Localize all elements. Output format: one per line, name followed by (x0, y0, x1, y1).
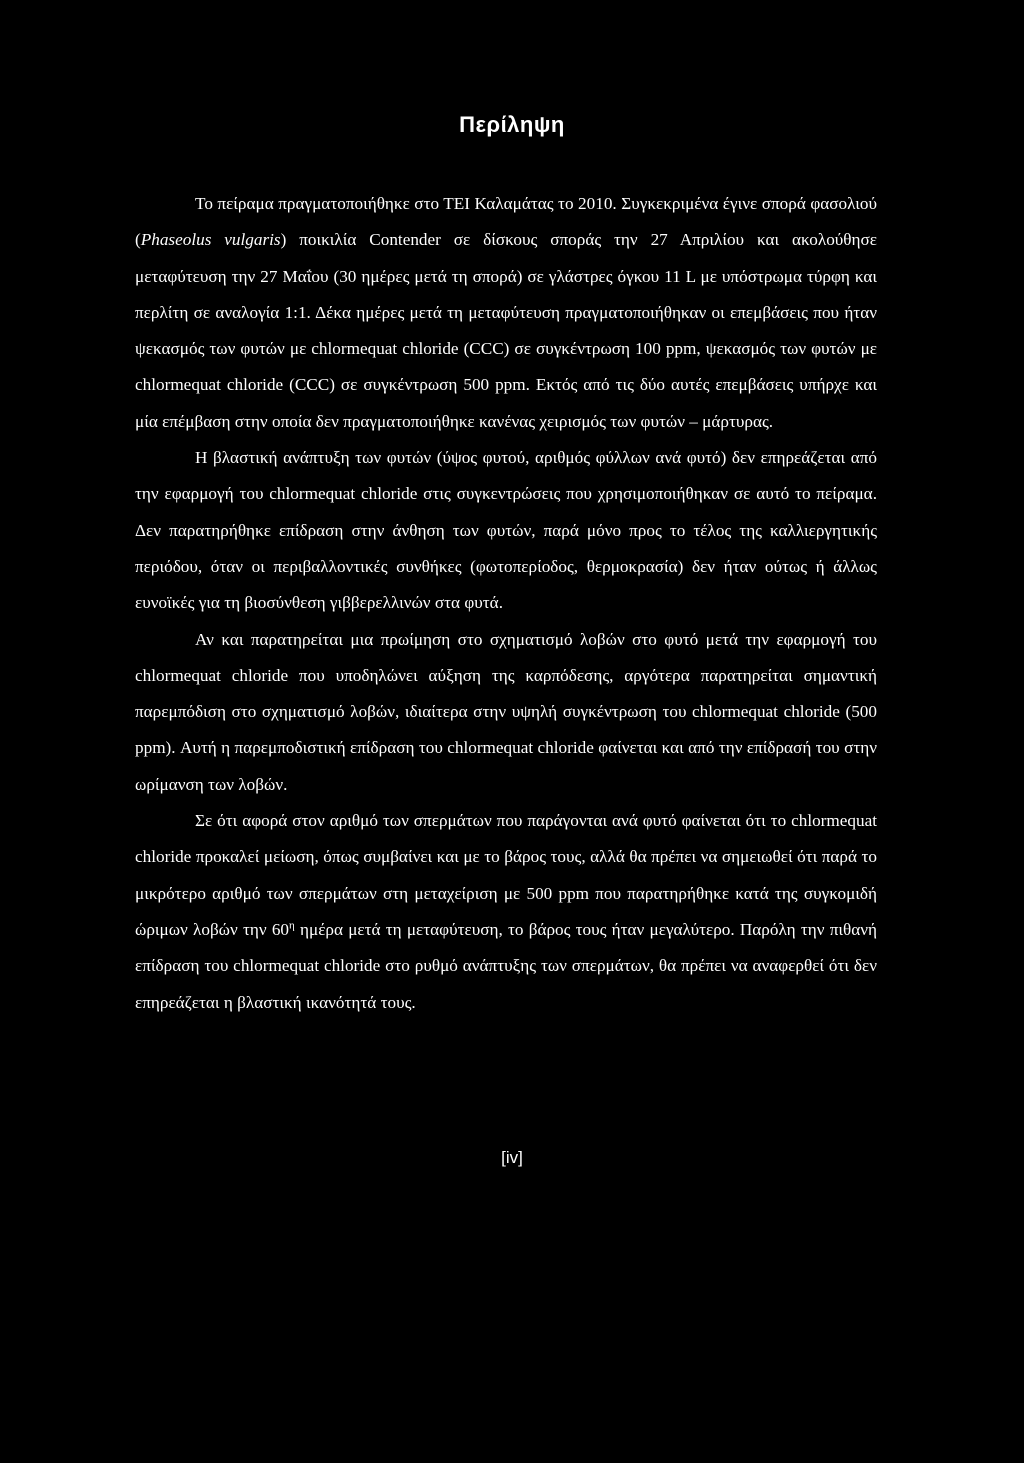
paragraph-1-text-b: ) ποικιλία Contender σε δίσκους σποράς την 27 Απριλίου και ακολούθησε μεταφύτευση την 27 Μαΐου (30 ημέρες μετά τη σπορά) σε γλάστρες όγκου 11 L με υπόστρωμα τύρφη και περλίτη σε αναλογία 1:1. Δέκα ημέρες μετά τη μεταφύτευση πραγματοποιήθηκαν οι επεμβάσεις που ήταν ψεκασμός των φυτών με chlormequat chloride (CCC) σε συγκέντρωση 100 ppm, ψεκασμός των φυτών με chlormequat chloride (CCC) σε συγκέντρωση 500 ppm. Εκτός από τις δύο αυτές επεμβάσεις υπήρχε και μία επέμβαση στην οποία δεν πραγματοποιήθηκε κανένας χειρισμός των φυτών – μάρτυρας. (135, 230, 877, 431)
paragraph-4-text-a: Σε ότι αφορά στον αριθμό των σπερμάτων που παράγονται ανά φυτό φαίνεται ότι το chlormequat chloride προκαλεί μείωση, όπως συμβαίνει και με το βάρος τους, αλλά θα πρέπει να σημειωθεί ότι παρά το μικρότερο αριθμό των σπερμάτων στη μεταχείριση με 500 ppm που παρατηρήθηκε κατά της συγκομιδή ώριμων λοβών την 60 (135, 811, 877, 939)
paragraph-4-text-b: ημέρα μετά τη μεταφύτευση, το βάρος τους ήταν μεγαλύτερο. Παρόλη την πιθανή επίδραση του chlormequat chloride στο ρυθμό ανάπτυξης των σπερμάτων, θα πρέπει να αναφερθεί ότι δεν επηρεάζεται η βλαστική ικανότητά τους. (135, 919, 877, 1012)
abstract-body (135, 186, 877, 1021)
paragraph-1-text-a: Το πείραμα πραγματοποιήθηκε στο ΤΕΙ Καλαμάτας το 2010. Συγκεκριμένα έγινε σπορά φασολιού ( (135, 194, 877, 250)
page-number: [iv] (501, 1148, 523, 1167)
paragraph-4 (135, 803, 877, 1021)
species-name: Phaseolus vulgaris (140, 230, 281, 250)
ordinal-superscript: η (289, 919, 295, 932)
page-title: Περίληψη (459, 112, 565, 137)
paragraph-3: Αν και παρατηρείται μια πρωίμηση στο σχηματισμό λοβών στο φυτό μετά την εφαρμογή του chlormequat chloride που υποδηλώνει αύξηση της καρπόδεσης, αργότερα παρατηρείται σημαντική παρεμπόδιση στο σχηματισμό λοβών, ιδιαίτερα στην υψηλή συγκέντρωση του chlormequat chloride (500 ppm). Αυτή η παρεμποδιστική επίδραση του chlormequat chloride φαίνεται και από την επίδρασή του στην ωρίμανση των λοβών. (135, 629, 877, 794)
paragraph-2: Η βλαστική ανάπτυξη των φυτών (ύψος φυτού, αριθμός φύλλων ανά φυτό) δεν επηρεάζεται από την εφαρμογή του chlormequat chloride στις συγκεντρώσεις που χρησιμοποιήθηκαν σε αυτό το πείραμα. Δεν παρατηρήθηκε επίδραση στην άνθηση των φυτών, παρά μόνο προς το τέλος της καλλιεργητικής περιόδου, όταν οι περιβαλλοντικές συνθήκες (φωτοπερίοδος, θερμοκρασία) δεν ήταν ούτως ή άλλως ευνοϊκές για τη βιοσύνθεση γιββερελλινών στα φυτά. (135, 448, 877, 613)
paragraph-1 (135, 186, 877, 440)
